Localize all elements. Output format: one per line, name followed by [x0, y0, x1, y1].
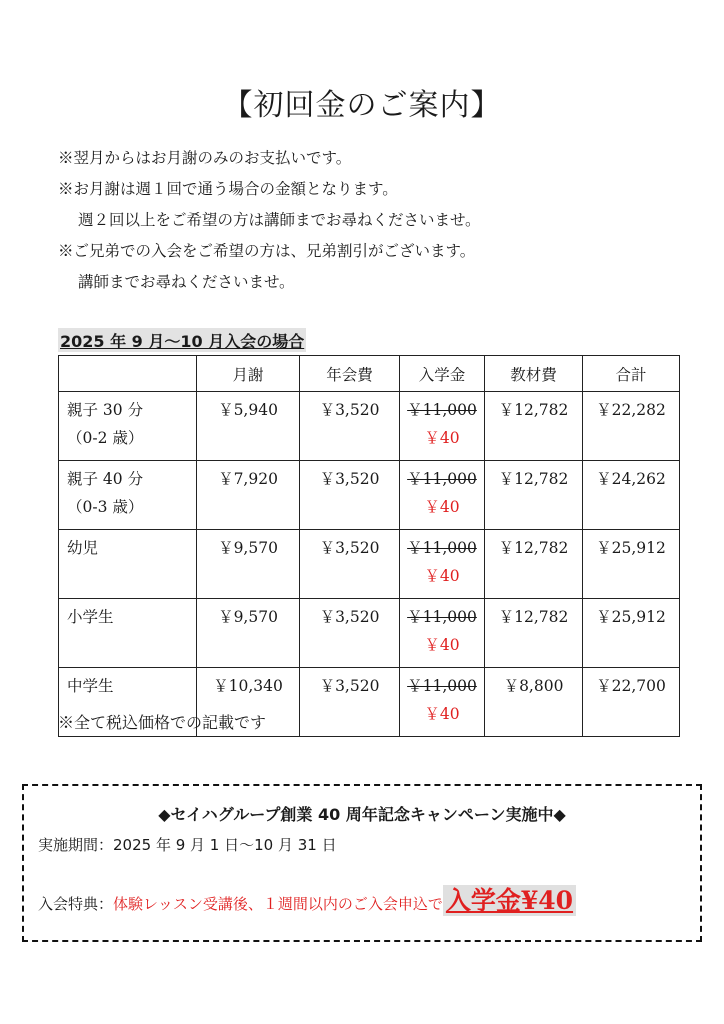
materials-fee: ￥8,800 — [485, 668, 583, 737]
campaign-title: ◆セイハグループ創業 40 周年記念キャンペーン実施中◆ — [158, 805, 566, 824]
header-cell: 合計 — [583, 356, 680, 392]
note-line: 講師までお尋ねくださいませ。 — [78, 273, 295, 291]
period-value: 2025 年 9 月 1 日～10 月 31 日 — [113, 836, 337, 854]
page-title: 【初回金のご案内】 — [222, 88, 502, 123]
materials-fee: ￥12,782 — [485, 461, 583, 530]
total-fee: ￥25,912 — [583, 530, 680, 599]
table-row — [59, 392, 680, 461]
note-line: ※お月謝は週１回で通う場合の金額となります。 — [58, 180, 398, 198]
course-cell — [59, 461, 197, 530]
materials-fee: ￥12,782 — [485, 530, 583, 599]
campaign-benefit — [38, 881, 576, 917]
period-label: 実施期間： — [38, 836, 114, 854]
entry-fee-discount: ￥40 — [424, 636, 460, 654]
course-cell — [59, 392, 197, 461]
campaign-period — [38, 834, 337, 855]
entry-fee-original: ￥11,000 — [407, 470, 477, 488]
campaign-box — [22, 784, 702, 942]
monthly-fee: ￥7,920 — [197, 461, 300, 530]
total-fee: ￥22,700 — [583, 668, 680, 737]
course-name: 親子 40 分 — [67, 470, 144, 488]
benefit-label: 入会特典： — [38, 895, 114, 913]
table-row — [59, 599, 680, 668]
monthly-fee: ￥9,570 — [197, 599, 300, 668]
benefit-highlight: 入学金¥40 — [443, 885, 576, 916]
entry-fee-original: ￥11,000 — [407, 539, 477, 557]
table-row — [59, 461, 680, 530]
annual-fee: ￥3,520 — [300, 461, 400, 530]
entry-fee-original: ￥11,000 — [407, 677, 477, 695]
note-line: ※翌月からはお月謝のみのお支払いです。 — [58, 149, 352, 167]
total-fee: ￥22,282 — [583, 392, 680, 461]
entry-fee-discount: ￥40 — [424, 567, 460, 585]
table-header-row — [59, 356, 680, 392]
materials-fee: ￥12,782 — [485, 392, 583, 461]
total-fee: ￥25,912 — [583, 599, 680, 668]
note-line: ※ご兄弟での入会をご希望の方は、兄弟割引がございます。 — [58, 242, 476, 260]
annual-fee: ￥3,520 — [300, 392, 400, 461]
materials-fee: ￥12,782 — [485, 599, 583, 668]
annual-fee: ￥3,520 — [300, 530, 400, 599]
fee-table — [58, 355, 680, 737]
entry-fee-cell — [400, 461, 485, 530]
course-name: 幼児 — [67, 539, 99, 557]
entry-fee-cell — [400, 599, 485, 668]
course-age: （0-2 歳） — [67, 429, 144, 447]
monthly-fee: ￥10,340 — [197, 668, 300, 737]
course-name: 小学生 — [67, 608, 114, 626]
tax-note: ※全て税込価格での記載です — [58, 713, 267, 732]
course-cell — [59, 599, 197, 668]
notes-block — [58, 143, 481, 298]
total-fee: ￥24,262 — [583, 461, 680, 530]
header-cell: 月謝 — [197, 356, 300, 392]
course-age: （0-3 歳） — [67, 498, 144, 516]
entry-fee-cell — [400, 668, 485, 737]
entry-fee-cell — [400, 530, 485, 599]
table-row — [59, 530, 680, 599]
entry-fee-original: ￥11,000 — [407, 401, 477, 419]
annual-fee: ￥3,520 — [300, 668, 400, 737]
entry-fee-discount: ￥40 — [424, 429, 460, 447]
note-line: 週２回以上をご希望の方は講師までお尋ねくださいませ。 — [78, 211, 481, 229]
section-subheading: 2025 年 9 月～10 月入会の場合 — [58, 328, 306, 352]
course-name: 親子 30 分 — [67, 401, 144, 419]
monthly-fee: ￥9,570 — [197, 530, 300, 599]
monthly-fee: ￥5,940 — [197, 392, 300, 461]
annual-fee: ￥3,520 — [300, 599, 400, 668]
header-cell: 年会費 — [300, 356, 400, 392]
course-cell — [59, 530, 197, 599]
entry-fee-original: ￥11,000 — [407, 608, 477, 626]
header-cell — [59, 356, 197, 392]
entry-fee-cell — [400, 392, 485, 461]
course-name: 中学生 — [67, 677, 114, 695]
header-cell: 入学金 — [400, 356, 485, 392]
header-cell: 教材費 — [485, 356, 583, 392]
entry-fee-discount: ￥40 — [424, 498, 460, 516]
entry-fee-discount: ￥40 — [424, 705, 460, 723]
benefit-text: 体験レッスン受講後、１週間以内のご入会申込で — [113, 895, 443, 913]
